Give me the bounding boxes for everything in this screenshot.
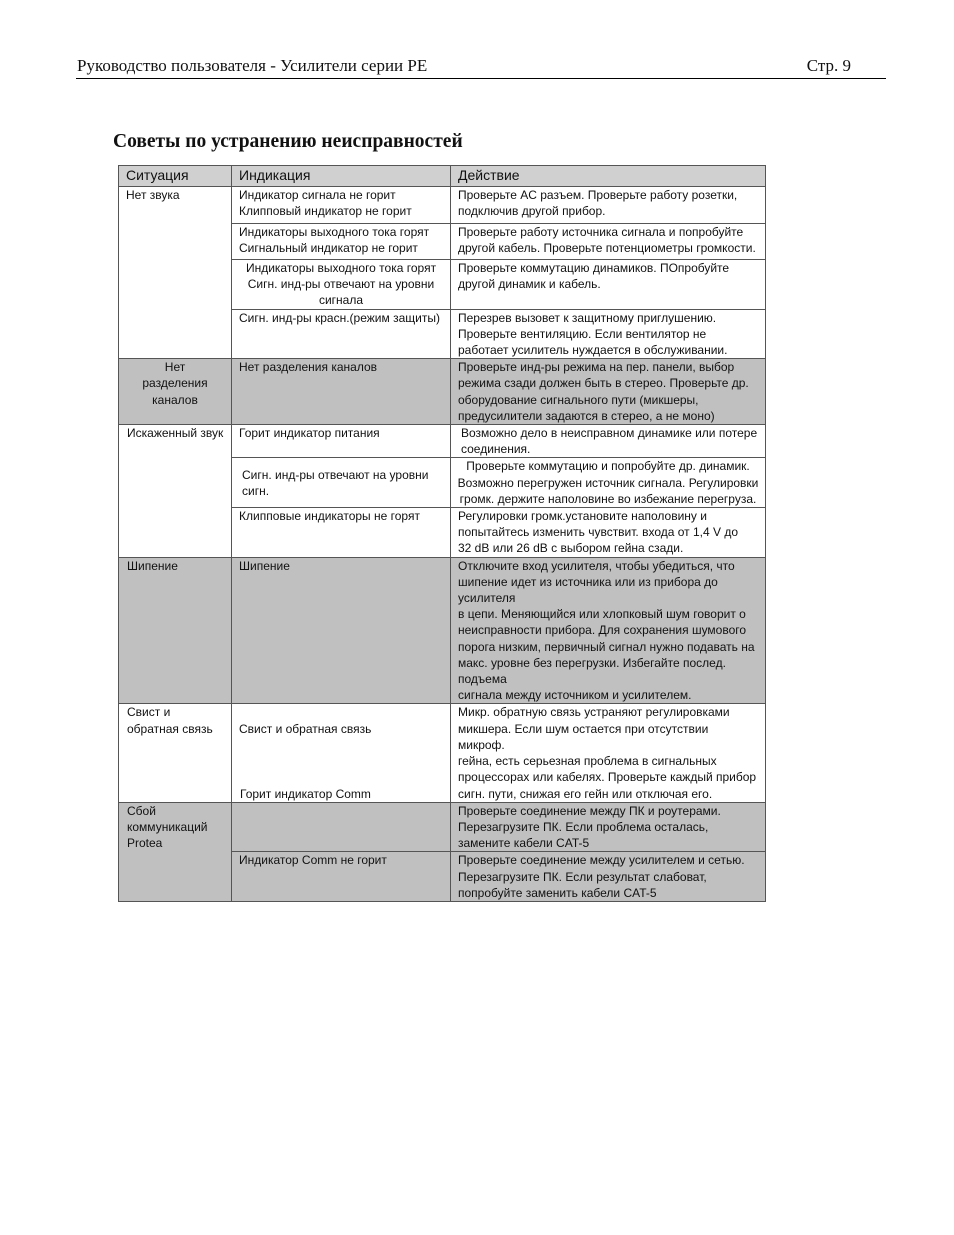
section-title: Советы по устранению неисправностей [113,131,463,152]
action-cell: Проверьте инд-ры режима на пер. панели, выбор режима сзади должен быть в стерео. Проверьте др. оборудование сигнального пути (микшеры, предусилители задаются в стерео, а не моно) [451,359,766,425]
indication-bottom-text: Горит индикатор Comm [240,786,371,801]
column-header-indication: Индикация [232,166,451,187]
action-cell: Проверьте коммутацию и попробуйте др. динамик. Возможно перегружен источник сигнала. Регулировки громк. держите наполовине во избежание перегруза. [451,458,766,508]
indication-cell: Шипение [232,557,451,704]
indication-cell: Сигн. инд-ры красн.(режим защиты) [232,309,451,359]
table-header-row [119,166,766,187]
column-header-situation: Ситуация [119,166,232,187]
indication-cell: Сигн. инд-ры отвечают на уровни сигн. [232,458,451,508]
column-header-action: Действие [451,166,766,187]
action-cell: Микр. обратную связь устраняют регулировками микшера. Если шум остается при отсутствии микроф. гейна, есть серьезная проблема в сигнальных процессорах или кабелях. Проверьте каждый прибор сигн. пути, снижая его гейн или отключая его. [451,704,766,802]
action-cell: Проверьте соединение между ПК и роутерами. Перезагрузите ПК. Если проблема осталась, замените кабели CAT-5 [451,802,766,852]
indication-cell: Нет разделения каналов [232,359,451,425]
indication-cell: Индикаторы выходного тока горят Сигнальный индикатор не горит [232,224,451,260]
situation-cell: Шипение [119,557,232,704]
action-cell: Перезрев вызовет к защитному приглушению. Проверьте вентиляцию. Если вентилятор не работает усилитель нуждается в обслуживании. [451,309,766,359]
action-cell: Проверьте работу источника сигнала и попробуйте другой кабель. Проверьте потенциометры громкости. [451,224,766,260]
situation-cell: Нет разделения каналов [119,359,232,425]
indication-cell: Индикаторы выходного тока горят Сигн. инд-ры отвечают на уровни сигнала [232,260,451,310]
indication-cell: Клипповые индикаторы не горят [232,508,451,558]
situation-cell: Искаженный звук [119,425,232,558]
table-row [119,425,766,458]
page-number: Стр. 9 [806,56,851,75]
indication-cell: Индикатор сигнала не горит Клипповый индикатор не горит [232,187,451,224]
indication-cell [232,704,451,802]
indication-cell: Индикатор Comm не горит [232,852,451,902]
table-row [119,704,766,802]
page-header [76,55,886,79]
action-cell: Проверьте коммутацию динамиков. ПОпробуйте другой динамик и кабель. [451,260,766,310]
troubleshooting-table [118,165,766,902]
action-cell: Возможно дело в неисправном динамике или потере соединения. [451,425,766,458]
indication-text: Свист и обратная связь [239,721,372,736]
table-row [119,359,766,425]
document-title: Руководство пользователя - Усилители серии PE [77,56,428,75]
indication-cell [232,802,451,852]
action-cell: Отключите вход усилителя, чтобы убедиться, что шипение идет из источника или из прибора до усилителя в цепи. Меняющийся или хлопковый шум говорит о неисправности прибора. Для сохранения шумового порога низким, первичный сигнал нужно подавать на макс. уровне без перегрузки. Избегайте послед. подъема сигнала между источником и усилителем. [451,557,766,704]
table-row [119,802,766,852]
table-row [119,557,766,704]
indication-cell: Горит индикатор питания [232,425,451,458]
situation-cell: Сбой коммуникаций Protea [119,802,232,901]
action-cell: Проверьте AC разъем. Проверьте работу розетки, подключив другой прибор. [451,187,766,224]
action-cell: Проверьте соединение между усилителем и сетью. Перезагрузите ПК. Если результат слабоват, попробуйте заменить кабели CAT-5 [451,852,766,902]
table-row [119,187,766,224]
situation-cell: Свист и обратная связь [119,704,232,802]
action-cell: Регулировки громк.установите наполовину и попытайтесь изменить чувствит. входа от 1,4 V до 32 dB или 26 dB с выбором гейна сзади. [451,508,766,558]
situation-cell: Нет звука [119,187,232,359]
